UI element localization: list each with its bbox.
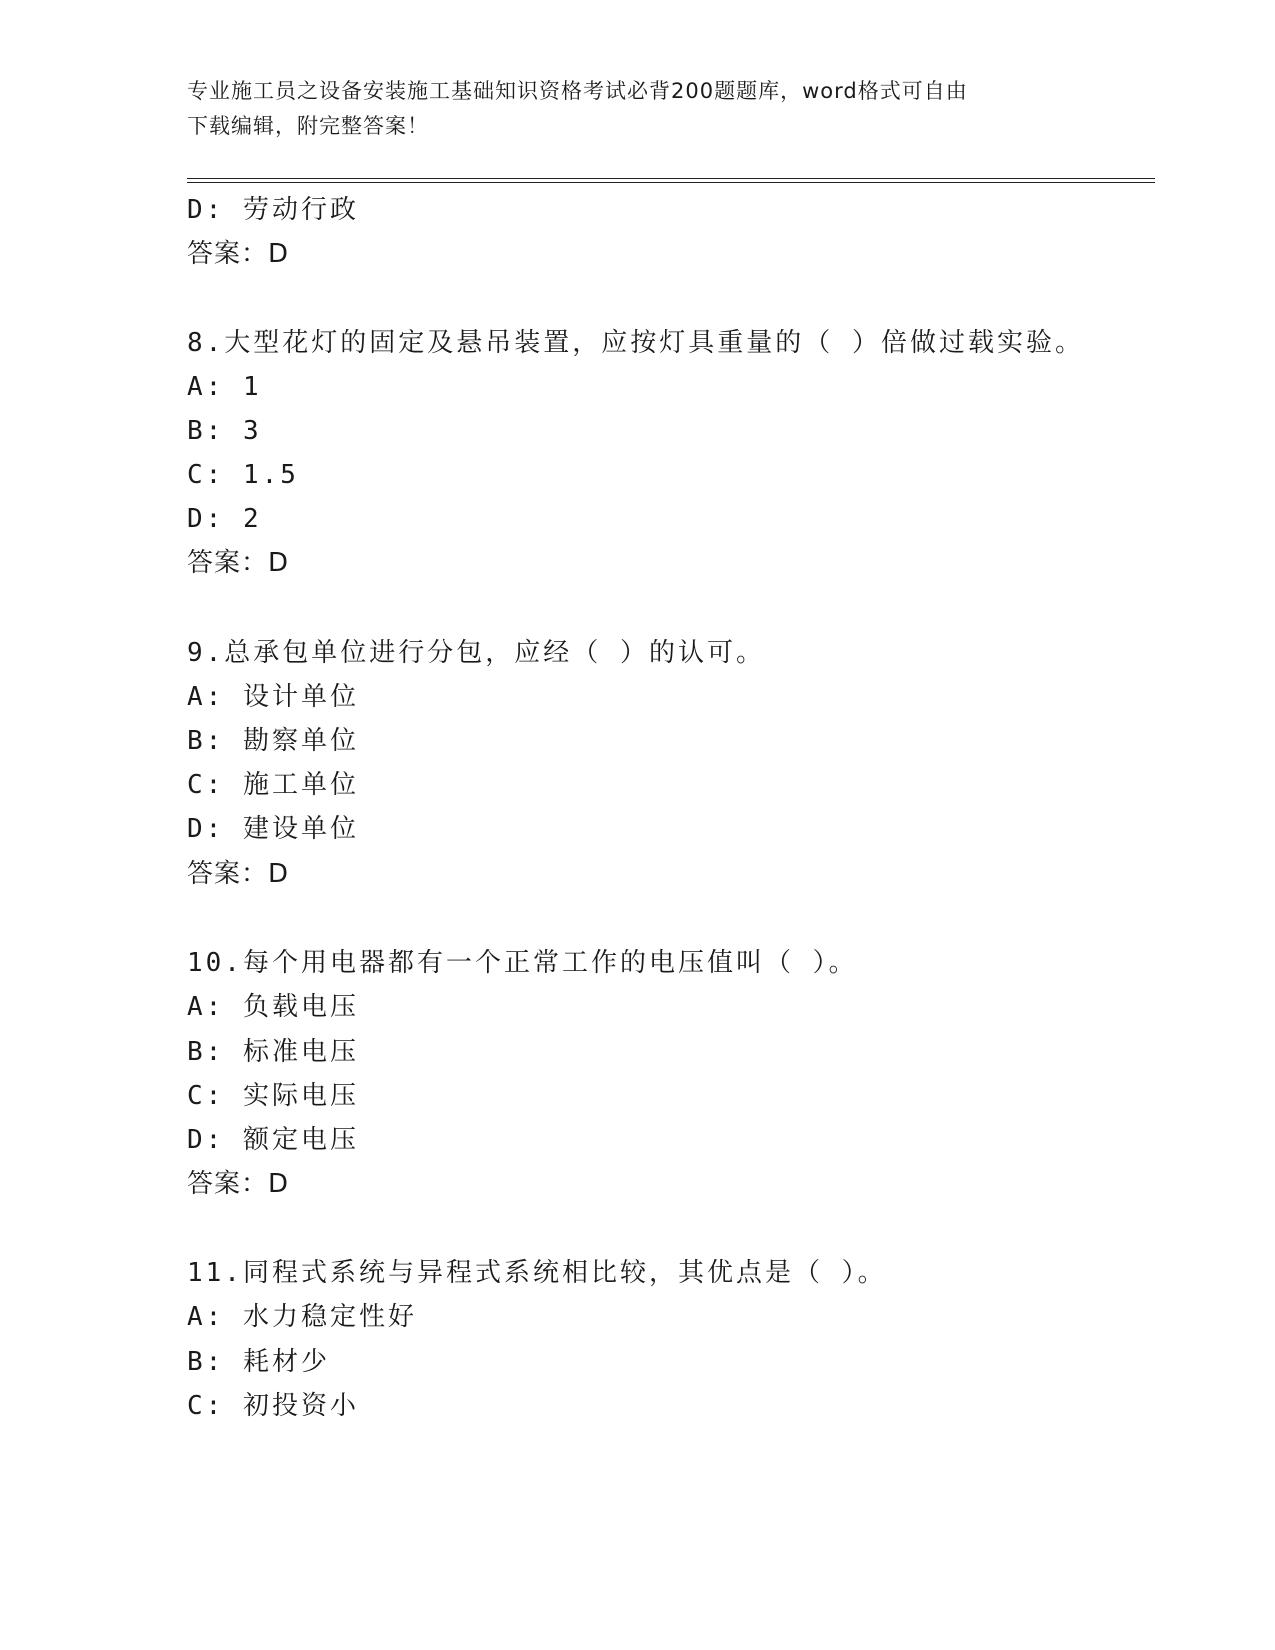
question-stem: 8.大型花灯的固定及悬吊装置，应按灯具重量的（ ）倍做过载实验。 [187,328,1084,358]
option-d: D: 额定电压 [187,1125,359,1155]
document-header [187,74,1067,144]
option-d: D: 2 [187,504,262,534]
option-c: C: 实际电压 [187,1081,359,1111]
option-c: C: 施工单位 [187,770,359,800]
option-c: C: 1.5 [187,460,299,490]
option-b: B: 3 [187,416,262,446]
option-a: A: 1 [187,372,262,402]
option-c: C: 初投资小 [187,1391,359,1421]
option-b: B: 勘察单位 [187,726,359,756]
option-a: A: 设计单位 [187,682,359,712]
answer-line: 答案：D [187,1169,290,1199]
header-divider [187,178,1155,179]
option-b: B: 耗材少 [187,1347,330,1377]
answer-line: 答案：D [187,239,290,269]
question-stem: 11.同程式系统与异程式系统相比较，其优点是（ ）。 [187,1258,887,1288]
option-d: D: 劳动行政 [187,195,359,225]
answer-line: 答案：D [187,859,290,889]
option-d: D: 建设单位 [187,814,359,844]
option-b: B: 标准电压 [187,1037,359,1067]
question-stem: 10.每个用电器都有一个正常工作的电压值叫（ ）。 [187,948,858,978]
header-line-1: 专业施工员之设备安装施工基础知识资格考试必背200题题库，word格式可自由 [187,79,968,103]
answer-line: 答案：D [187,548,290,578]
header-line-2: 下载编辑，附完整答案！ [187,114,429,138]
option-a: A: 水力稳定性好 [187,1302,417,1332]
option-a: A: 负载电压 [187,992,359,1022]
header-divider-double [187,182,1155,183]
question-stem: 9.总承包单位进行分包，应经（ ）的认可。 [187,638,765,668]
